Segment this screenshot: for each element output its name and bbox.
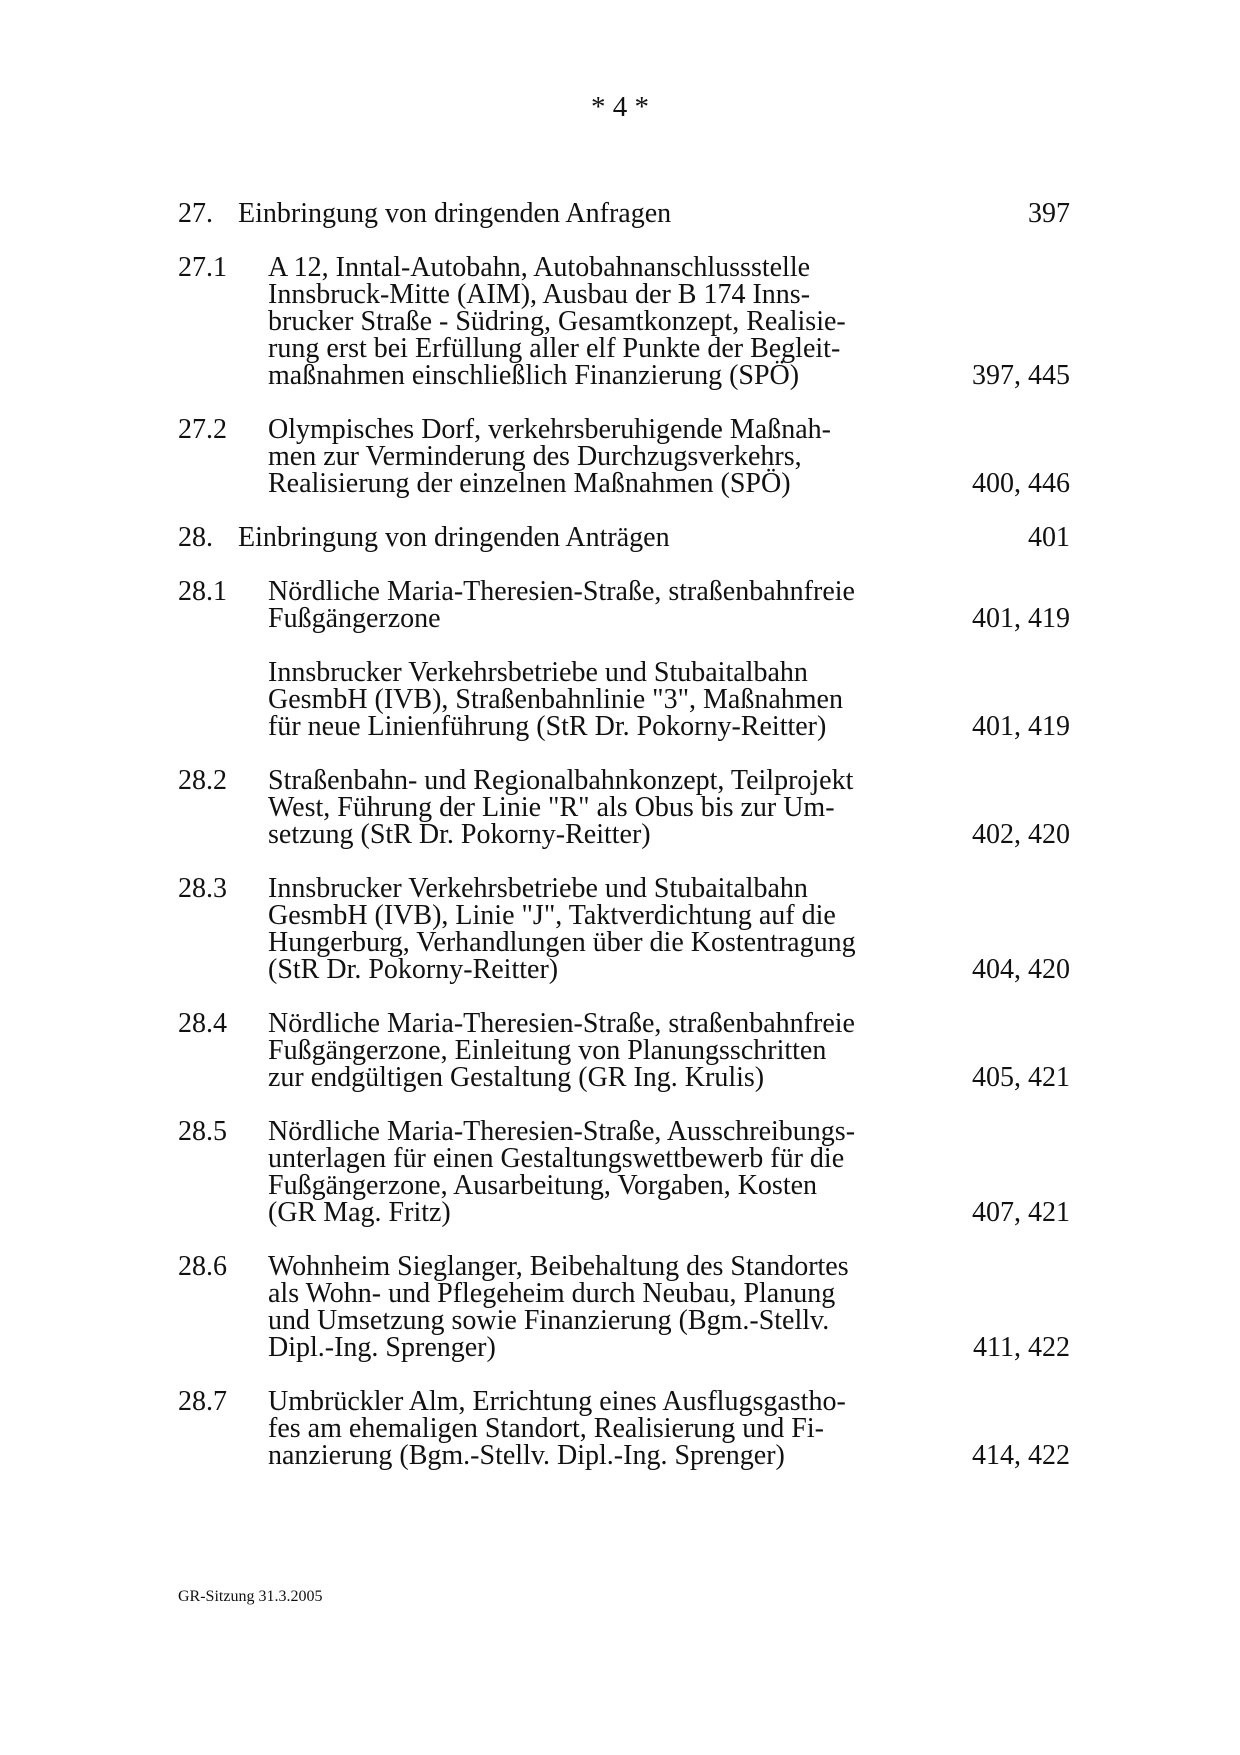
toc-entry-title-line: unterlagen für einen Gestaltungswettbewerb für die [268,1143,845,1174]
toc-entry-title-line: (GR Mag. Fritz) [268,1197,451,1228]
toc-entry-title-line: Wohnheim Sieglanger, Beibehaltung des Standortes [268,1251,849,1282]
toc-entry-title-line: fes am ehemaligen Standort, Realisierung und Fi- [268,1413,824,1444]
toc-entry-title-line: Hungerburg, Verhandlungen über die Kostentragung [268,927,856,958]
toc-entry-number: 28.7 [178,1386,227,1417]
toc-entry-pages: 404, 420 [972,954,1070,985]
toc-entry-title-line: GesmbH (IVB), Straßenbahnlinie "3", Maßnahmen [268,684,843,715]
toc-entry [178,875,1070,983]
toc-entry-title-line: GesmbH (IVB), Linie "J", Taktverdichtung auf die [268,900,836,931]
toc-entry-title-line: Umbrückler Alm, Errichtung eines Ausflugsgastho- [268,1386,846,1417]
toc-entry-title-line: Dipl.-Ing. Sprenger) [268,1332,496,1363]
toc-entry-title-line: Straßenbahn- und Regionalbahnkonzept, Teilprojekt [268,765,854,796]
toc-entry-pages: 397, 445 [972,360,1070,391]
toc-entry-title-line: Innsbrucker Verkehrsbetriebe und Stubaitalbahn [268,657,808,688]
toc-entry [178,1010,1070,1091]
toc-entry-pages: 397 [1028,198,1070,229]
toc-entry-pages: 411, 422 [973,1332,1070,1363]
toc-entry-number: 27.2 [178,414,227,445]
toc-entry-number: 28.6 [178,1251,227,1282]
toc-entry-pages: 401, 419 [972,603,1070,634]
toc-entry-pages: 407, 421 [972,1197,1070,1228]
toc-entry-pages: 401 [1028,522,1070,553]
toc-entry-title-line: Olympisches Dorf, verkehrsberuhigende Maßnah- [268,414,831,445]
toc-entry [178,1388,1070,1469]
toc-entry-title [268,875,903,983]
table-of-contents [178,200,1070,1496]
toc-entry-title [268,1118,903,1226]
toc-entry [178,767,1070,848]
toc-entry-title-line: für neue Linienführung (StR Dr. Pokorny-Reitter) [268,711,827,742]
toc-entry-title-line: Einbringung von dringenden Anfragen [238,198,672,229]
toc-entry-title-line: A 12, Inntal-Autobahn, Autobahnanschlussstelle [268,252,811,283]
toc-entry-number: 28. [178,522,213,553]
toc-entry-number: 28.5 [178,1116,227,1147]
toc-entry-title-line: Einbringung von dringenden Anträgen [238,522,670,553]
toc-entry-title [268,1253,903,1361]
toc-entry-number: 28.3 [178,873,227,904]
toc-entry [178,1253,1070,1361]
toc-entry-title-line: zur endgültigen Gestaltung (GR Ing. Krulis) [268,1062,765,1093]
toc-entry-title [268,578,903,632]
toc-entry-title [268,416,903,497]
toc-entry [178,200,1070,227]
toc-entry-title-line: rung erst bei Erfüllung aller elf Punkte der Begleit- [268,333,841,364]
toc-entry-title-line: Innsbruck-Mitte (AIM), Ausbau der B 174 Inns- [268,279,811,310]
toc-entry-number: 27.1 [178,252,227,283]
toc-entry-pages: 405, 421 [972,1062,1070,1093]
toc-entry-title [268,1010,903,1091]
toc-entry-number: 27. [178,198,213,229]
page-number-header: * 4 * [591,91,649,123]
toc-entry-title-line: Fußgängerzone [268,603,441,634]
toc-entry-title-line: und Umsetzung sowie Finanzierung (Bgm.-Stellv. [268,1305,830,1336]
toc-entry-title-line: men zur Verminderung des Durchzugsverkehrs, [268,441,802,472]
toc-entry [178,578,1070,632]
toc-entry-title-line: Nördliche Maria-Theresien-Straße, straßenbahnfreie [268,1008,855,1039]
toc-entry-title-line: brucker Straße - Südring, Gesamtkonzept, Realisie- [268,306,846,337]
toc-entry [178,1118,1070,1226]
toc-entry-title-line: (StR Dr. Pokorny-Reitter) [268,954,559,985]
toc-entry-title-line: Fußgängerzone, Einleitung von Planungsschritten [268,1035,827,1066]
toc-entry-title-line: nanzierung (Bgm.-Stellv. Dipl.-Ing. Sprenger) [268,1440,785,1471]
toc-entry-title [238,524,903,551]
toc-entry [178,524,1070,551]
toc-entry-number: 28.2 [178,765,227,796]
toc-entry-pages: 414, 422 [972,1440,1070,1471]
toc-entry-title-line: maßnahmen einschließlich Finanzierung (SPÖ) [268,360,800,391]
toc-entry-pages: 400, 446 [972,468,1070,499]
toc-entry-number: 28.1 [178,576,227,607]
footer-session-date: GR-Sitzung 31.3.2005 [178,1588,323,1605]
toc-entry-title-line: als Wohn- und Pflegeheim durch Neubau, Planung [268,1278,836,1309]
toc-entry [178,659,1070,740]
toc-entry-title [268,1388,903,1469]
toc-entry-title-line: Nördliche Maria-Theresien-Straße, straßenbahnfreie [268,576,855,607]
toc-entry-title-line: Innsbrucker Verkehrsbetriebe und Stubaitalbahn [268,873,808,904]
toc-entry-title [268,659,903,740]
toc-entry-title-line: Fußgängerzone, Ausarbeitung, Vorgaben, Kosten [268,1170,818,1201]
toc-entry-title [268,767,903,848]
toc-entry-title-line: setzung (StR Dr. Pokorny-Reitter) [268,819,651,850]
toc-entry-title-line: West, Führung der Linie "R" als Obus bis zur Um- [268,792,835,823]
toc-entry-title-line: Realisierung der einzelnen Maßnahmen (SPÖ) [268,468,791,499]
toc-entry-title-line: Nördliche Maria-Theresien-Straße, Ausschreibungs- [268,1116,856,1147]
toc-entry-title [238,200,903,227]
toc-entry-pages: 402, 420 [972,819,1070,850]
toc-entry-number: 28.4 [178,1008,227,1039]
toc-entry [178,254,1070,389]
toc-entry [178,416,1070,497]
toc-entry-title [268,254,903,389]
toc-entry-pages: 401, 419 [972,711,1070,742]
